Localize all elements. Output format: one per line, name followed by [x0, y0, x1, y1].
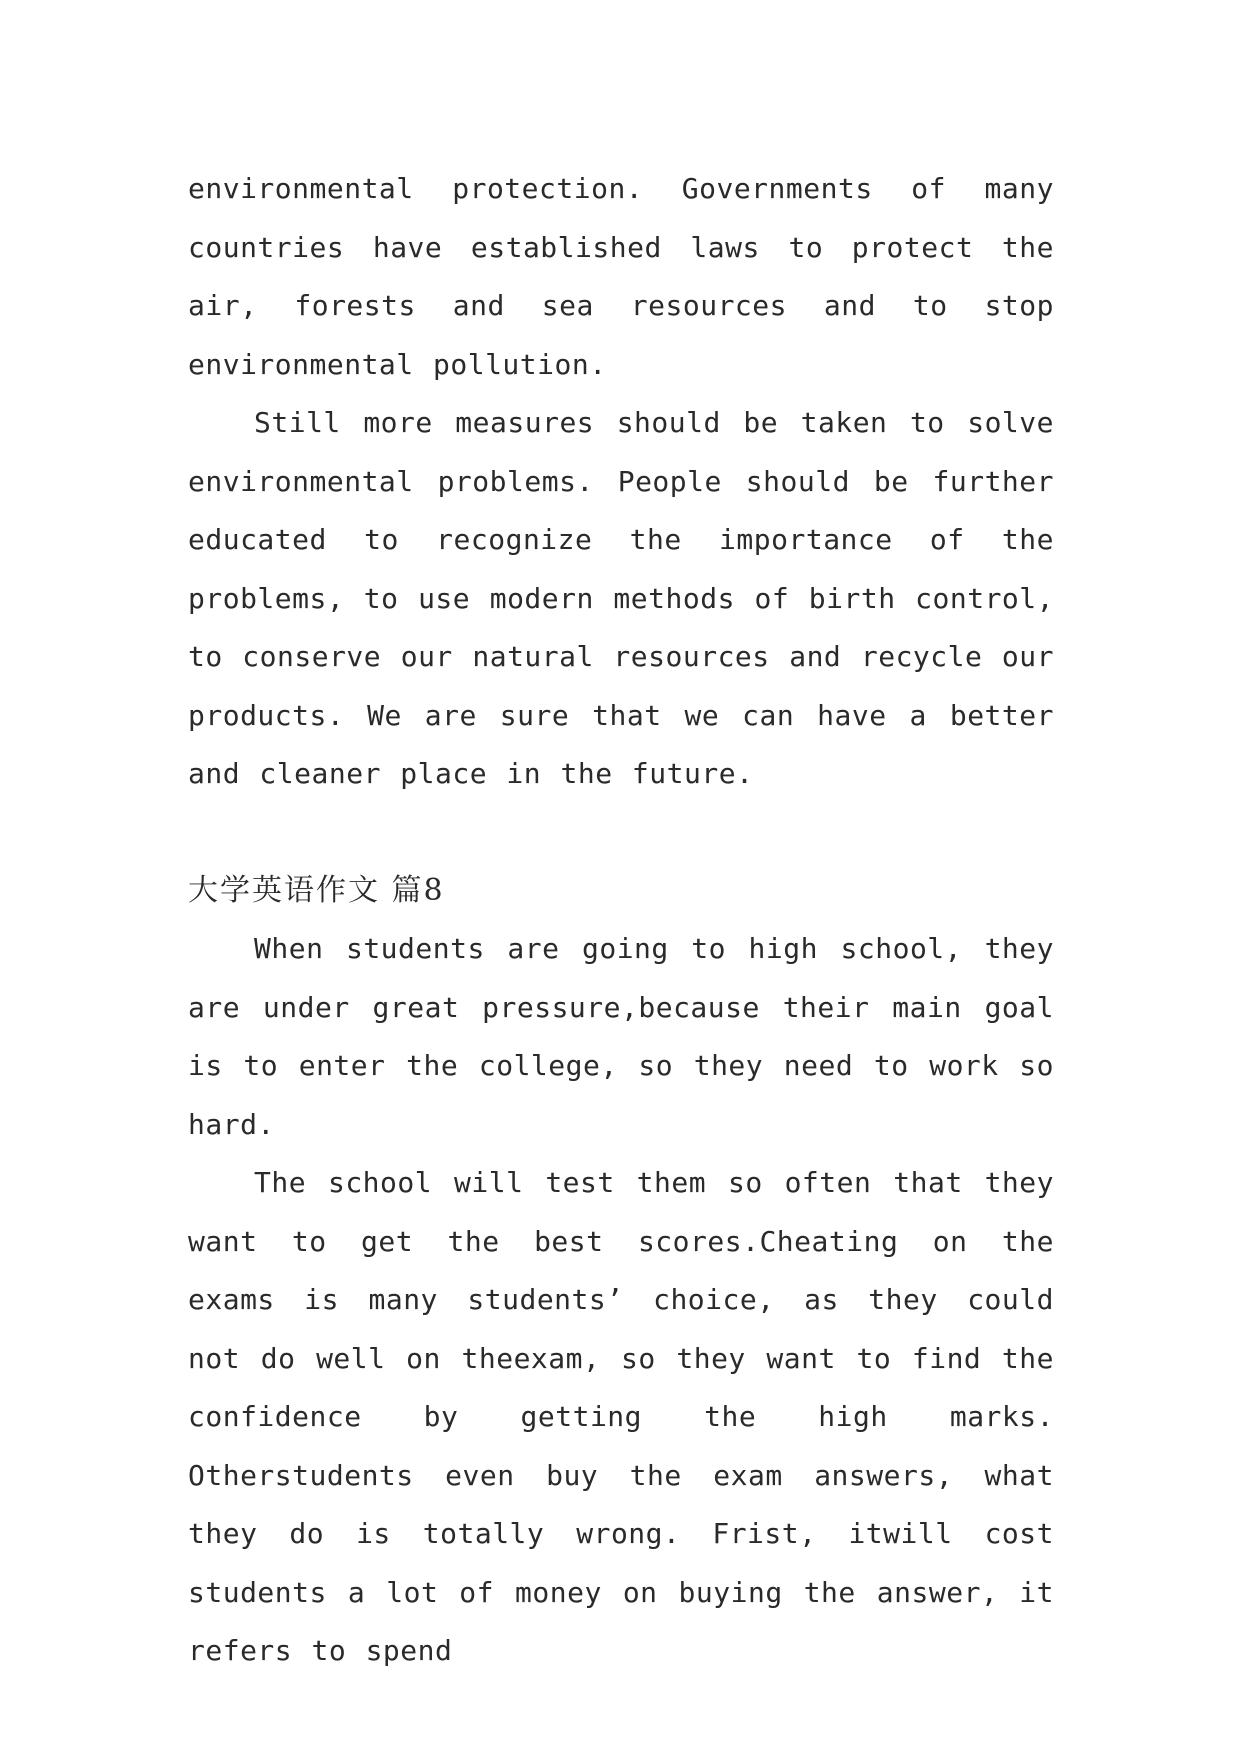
paragraph-cheating-exams: The school will test them so often that they want to get the best scores.Cheating on the exams is many students’ choice, as they could not do well on theexam, so they want to find the confidence by getting the high marks. Otherstudents even buy the exam answers, what they do is totally wrong. Frist, itwill cost students a lot of money on buying the answer, it refers to spend — [188, 1166, 1054, 1667]
paragraph-high-school-pressure: When students are going to high school, they are under great pressure,because their main goal is to enter the college, so they need to work so hard. — [188, 932, 1054, 1141]
section-heading: 大学英语作文 篇8 — [188, 872, 445, 908]
document-body — [188, 160, 1054, 1681]
paragraph-environmental-protection: environmental protection. Governments of many countries have established laws to protect the air, forests and sea resources and to stop environmental pollution. — [188, 172, 1054, 381]
paragraph-more-measures: Still more measures should be taken to solve environmental problems. People should be further educated to recognize the importance of the problems, to use modern methods of birth control, to conserve our natural resources and recycle our products. We are sure that we can have a better and cleaner place in the future. — [188, 406, 1054, 790]
